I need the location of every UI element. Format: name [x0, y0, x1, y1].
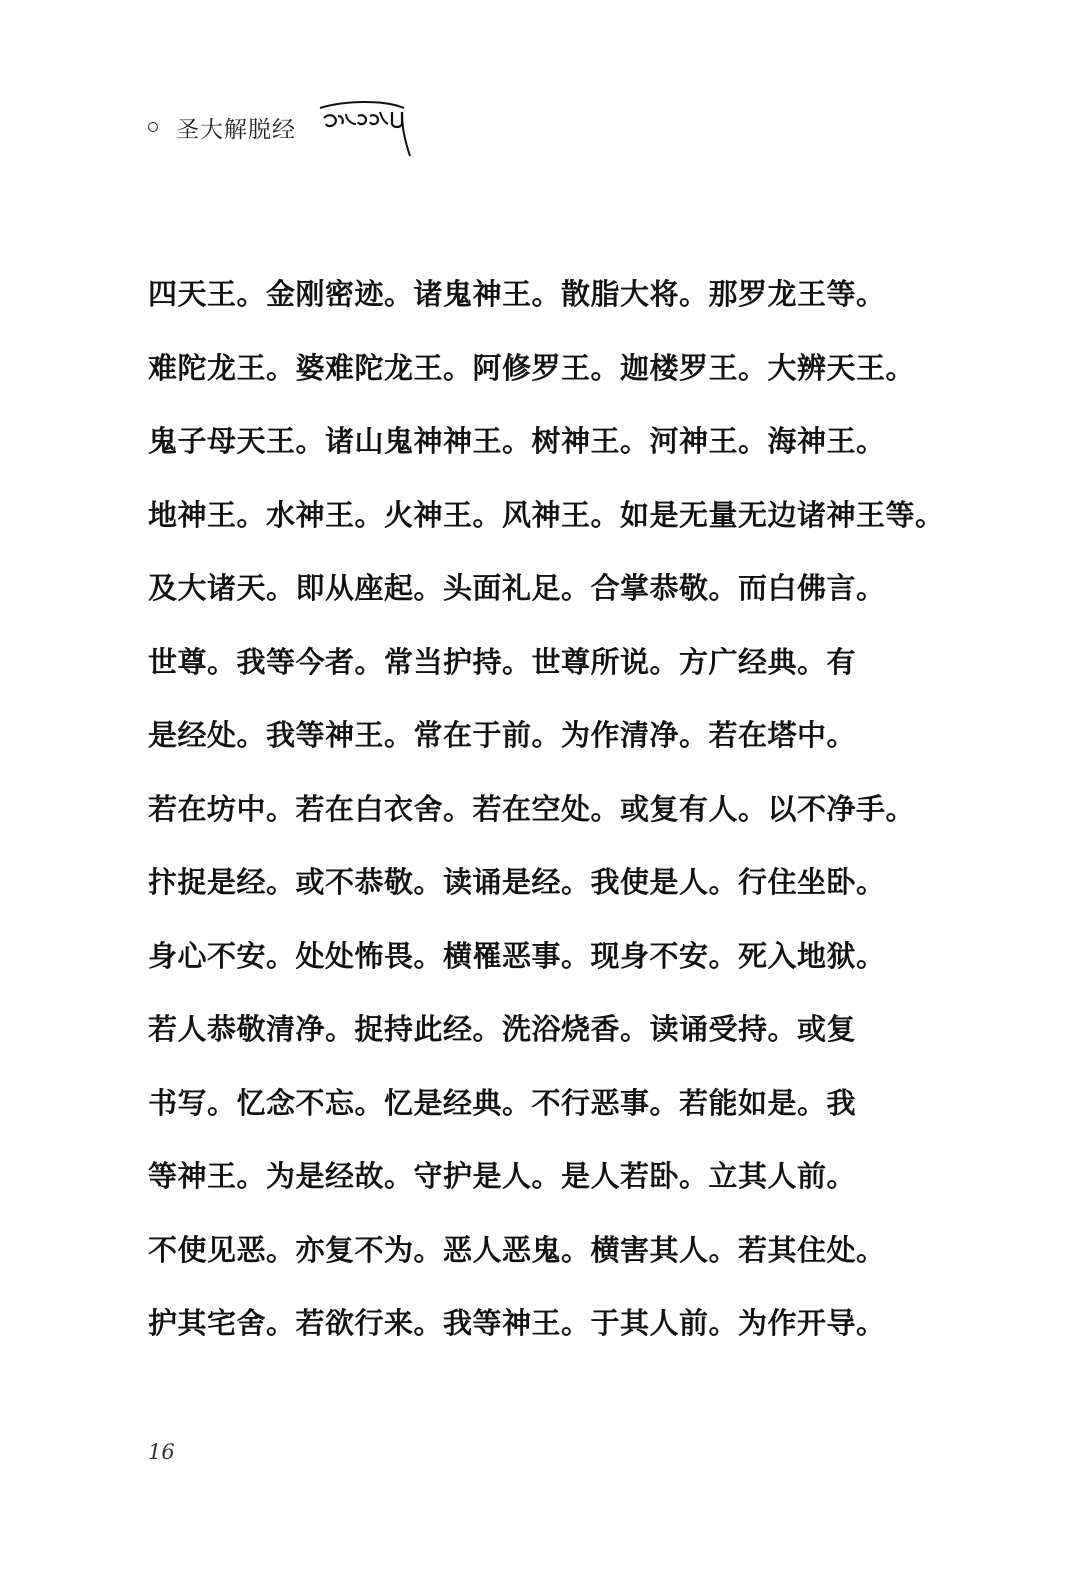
text-line: 及大诸天。即从座起。头面礼足。合掌恭敬。而白佛言。 — [148, 571, 886, 605]
text-line: 抃捉是经。或不恭敬。读诵是经。我使是人。行住坐卧。 — [148, 865, 886, 899]
book-title: 圣大解脱经 — [176, 117, 296, 143]
text-line: 等神王。为是经故。守护是人。是人若卧。立其人前。 — [148, 1159, 857, 1193]
text-line: 书写。忆念不忘。忆是经典。不行恶事。若能如是。我 — [148, 1085, 857, 1120]
circle-bullet-icon — [148, 122, 158, 132]
running-header — [148, 100, 548, 164]
page-number: 16 — [148, 1440, 175, 1464]
text-line: 不使见恶。亦复不为。恶人恶鬼。横害其人。若其住处。 — [148, 1232, 886, 1267]
text-line: 身心不安。处处怖畏。横罹恶事。现身不安。死入地狱。 — [148, 938, 886, 973]
text-line: 难陀龙王。婆难陀龙王。阿修罗王。迦楼罗王。大辨天王。 — [148, 350, 916, 385]
text-line: 鬼子母天王。诸山鬼神神王。树神王。河神王。海神王。 — [148, 424, 886, 458]
text-line: 世尊。我等今者。常当护持。世尊所说。方广经典。有 — [148, 644, 857, 679]
text-line: 地神王。水神王。火神王。风神王。如是无量无边诸神王等。 — [148, 497, 945, 532]
scripture-text — [148, 258, 945, 1361]
text-line: 护其宅舍。若欲行来。我等神王。于其人前。为作开导。 — [148, 1306, 886, 1340]
text-line: 若人恭敬清净。捉持此经。洗浴烧香。读诵受持。或复 — [148, 1012, 857, 1046]
tibetan-script-logo — [316, 96, 416, 160]
text-line: 是经处。我等神王。常在于前。为作清净。若在塔中。 — [148, 718, 857, 752]
text-line: 四天王。金刚密迹。诸鬼神王。散脂大将。那罗龙王等。 — [148, 277, 886, 311]
text-line: 若在坊中。若在白衣舍。若在空处。或复有人。以不净手。 — [148, 791, 916, 826]
